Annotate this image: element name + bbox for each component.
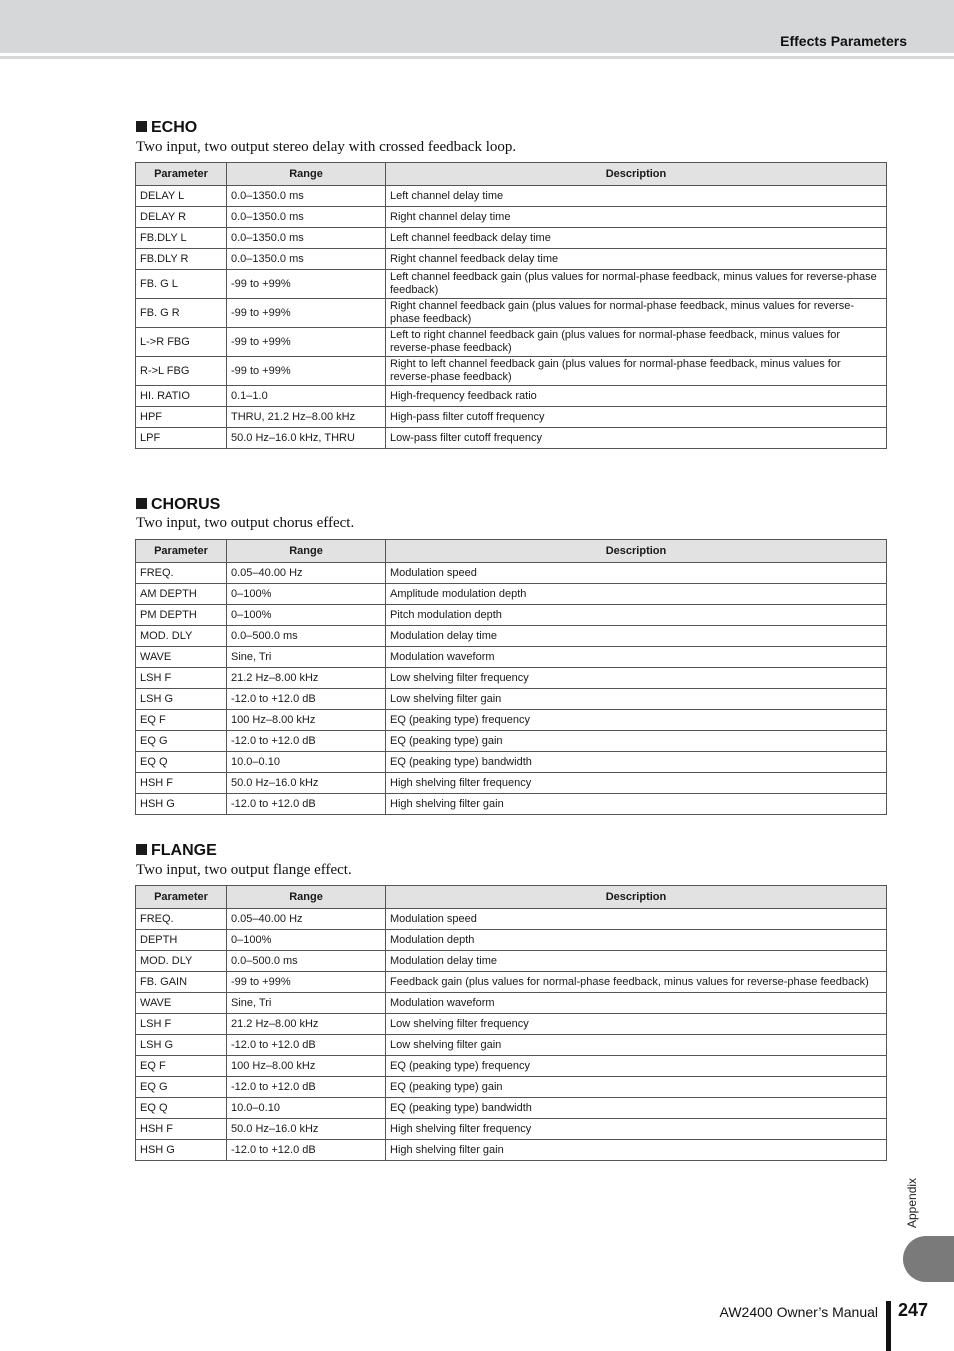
- cell-parameter: FB. G L: [136, 270, 227, 299]
- cell-parameter: EQ G: [136, 731, 227, 752]
- cell-parameter: WAVE: [136, 993, 227, 1014]
- section-description-flange: Two input, two output flange effect.: [136, 862, 352, 878]
- cell-range: 0–100%: [227, 584, 386, 605]
- side-tab-label: Appendix: [905, 1177, 919, 1228]
- header-rule: [0, 56, 954, 59]
- cell-description: Right channel feedback delay time: [386, 249, 887, 270]
- cell-parameter: LSH G: [136, 1035, 227, 1056]
- table-row: [136, 270, 887, 299]
- column-header-range: Range: [227, 540, 386, 563]
- cell-range: 21.2 Hz–8.00 kHz: [227, 668, 386, 689]
- section-heading-echo: ECHO: [136, 119, 197, 137]
- cell-description: Left channel feedback gain (plus values for normal-phase feedback, minus values for reverse-phase feedback): [386, 270, 887, 299]
- cell-parameter: FREQ.: [136, 909, 227, 930]
- table-row: [136, 773, 887, 794]
- table-row: [136, 930, 887, 951]
- cell-description: Low shelving filter frequency: [386, 668, 887, 689]
- cell-description: Low shelving filter gain: [386, 689, 887, 710]
- cell-description: Amplitude modulation depth: [386, 584, 887, 605]
- table-row: [136, 357, 887, 386]
- table-row: [136, 386, 887, 407]
- cell-parameter: HI. RATIO: [136, 386, 227, 407]
- side-tab: [903, 1236, 954, 1282]
- table-row: [136, 186, 887, 207]
- cell-description: Right to left channel feedback gain (plus values for normal-phase feedback, minus values for reverse-phase feedback): [386, 357, 887, 386]
- cell-range: 0–100%: [227, 930, 386, 951]
- cell-range: -12.0 to +12.0 dB: [227, 1077, 386, 1098]
- cell-range: 0.0–1350.0 ms: [227, 186, 386, 207]
- table-row: [136, 1014, 887, 1035]
- square-bullet-icon: [136, 498, 147, 509]
- footer-manual-title: AW2400 Owner’s Manual: [719, 1304, 878, 1320]
- column-header-range: Range: [227, 163, 386, 186]
- cell-parameter: EQ Q: [136, 752, 227, 773]
- table-row: [136, 228, 887, 249]
- cell-parameter: DEPTH: [136, 930, 227, 951]
- cell-range: 0.0–500.0 ms: [227, 951, 386, 972]
- table-row: [136, 428, 887, 449]
- cell-parameter: L->R FBG: [136, 328, 227, 357]
- cell-range: 21.2 Hz–8.00 kHz: [227, 1014, 386, 1035]
- cell-range: 0.05–40.00 Hz: [227, 909, 386, 930]
- cell-description: Pitch modulation depth: [386, 605, 887, 626]
- cell-parameter: FB. G R: [136, 299, 227, 328]
- cell-description: Right channel feedback gain (plus values for normal-phase feedback, minus values for reverse-phase feedback): [386, 299, 887, 328]
- cell-description: Modulation waveform: [386, 647, 887, 668]
- cell-parameter: AM DEPTH: [136, 584, 227, 605]
- cell-range: -12.0 to +12.0 dB: [227, 1035, 386, 1056]
- cell-description: Modulation delay time: [386, 626, 887, 647]
- table-row: [136, 407, 887, 428]
- cell-description: Right channel delay time: [386, 207, 887, 228]
- table-row: [136, 752, 887, 773]
- table-row: [136, 647, 887, 668]
- cell-parameter: R->L FBG: [136, 357, 227, 386]
- column-header-range: Range: [227, 886, 386, 909]
- cell-range: -99 to +99%: [227, 328, 386, 357]
- table-row: [136, 207, 887, 228]
- table-row: [136, 1035, 887, 1056]
- cell-parameter: FREQ.: [136, 563, 227, 584]
- table-row: [136, 626, 887, 647]
- square-bullet-icon: [136, 121, 147, 132]
- cell-parameter: DELAY R: [136, 207, 227, 228]
- cell-description: Modulation depth: [386, 930, 887, 951]
- chorus-parameter-table: [135, 539, 887, 815]
- cell-range: 0–100%: [227, 605, 386, 626]
- cell-parameter: MOD. DLY: [136, 951, 227, 972]
- cell-range: -12.0 to +12.0 dB: [227, 794, 386, 815]
- cell-parameter: HSH F: [136, 1119, 227, 1140]
- cell-parameter: LPF: [136, 428, 227, 449]
- cell-description: High-frequency feedback ratio: [386, 386, 887, 407]
- cell-parameter: FB. GAIN: [136, 972, 227, 993]
- cell-parameter: EQ Q: [136, 1098, 227, 1119]
- page-number: 247: [898, 1300, 929, 1320]
- table-row: [136, 299, 887, 328]
- cell-parameter: FB.DLY L: [136, 228, 227, 249]
- table-row: [136, 668, 887, 689]
- table-row: [136, 710, 887, 731]
- cell-range: Sine, Tri: [227, 993, 386, 1014]
- cell-description: Modulation speed: [386, 909, 887, 930]
- cell-range: 100 Hz–8.00 kHz: [227, 1056, 386, 1077]
- cell-range: 50.0 Hz–16.0 kHz, THRU: [227, 428, 386, 449]
- square-bullet-icon: [136, 844, 147, 855]
- cell-range: THRU, 21.2 Hz–8.00 kHz: [227, 407, 386, 428]
- table-row: [136, 794, 887, 815]
- cell-parameter: LSH F: [136, 668, 227, 689]
- column-header-parameter: Parameter: [136, 540, 227, 563]
- cell-range: 10.0–0.10: [227, 1098, 386, 1119]
- table-row: [136, 909, 887, 930]
- cell-range: 0.0–1350.0 ms: [227, 207, 386, 228]
- table-row: [136, 1077, 887, 1098]
- cell-parameter: DELAY L: [136, 186, 227, 207]
- table-row: [136, 563, 887, 584]
- cell-range: 100 Hz–8.00 kHz: [227, 710, 386, 731]
- table-row: [136, 951, 887, 972]
- cell-description: Left channel feedback delay time: [386, 228, 887, 249]
- cell-description: Low shelving filter frequency: [386, 1014, 887, 1035]
- cell-range: 0.05–40.00 Hz: [227, 563, 386, 584]
- cell-description: High shelving filter gain: [386, 1140, 887, 1161]
- cell-range: -99 to +99%: [227, 972, 386, 993]
- flange-parameter-table: [135, 885, 887, 1161]
- cell-description: High-pass filter cutoff frequency: [386, 407, 887, 428]
- section-description-chorus: Two input, two output chorus effect.: [136, 515, 355, 531]
- table-row: [136, 993, 887, 1014]
- cell-description: EQ (peaking type) frequency: [386, 710, 887, 731]
- cell-description: Modulation waveform: [386, 993, 887, 1014]
- cell-parameter: EQ G: [136, 1077, 227, 1098]
- cell-range: 0.1–1.0: [227, 386, 386, 407]
- cell-description: Feedback gain (plus values for normal-phase feedback, minus values for reverse-phase feedback): [386, 972, 887, 993]
- echo-parameter-table: [135, 162, 887, 449]
- cell-parameter: EQ F: [136, 710, 227, 731]
- cell-parameter: MOD. DLY: [136, 626, 227, 647]
- section-description-echo: Two input, two output stereo delay with crossed feedback loop.: [136, 139, 517, 155]
- cell-description: EQ (peaking type) gain: [386, 731, 887, 752]
- cell-description: Low-pass filter cutoff frequency: [386, 428, 887, 449]
- section-heading-flange: FLANGE: [136, 842, 217, 860]
- column-header-description: Description: [386, 163, 887, 186]
- cell-description: Left channel delay time: [386, 186, 887, 207]
- table-row: [136, 328, 887, 357]
- cell-parameter: WAVE: [136, 647, 227, 668]
- cell-range: 50.0 Hz–16.0 kHz: [227, 773, 386, 794]
- table-row: [136, 584, 887, 605]
- table-row: [136, 731, 887, 752]
- column-header-parameter: Parameter: [136, 886, 227, 909]
- cell-description: High shelving filter frequency: [386, 773, 887, 794]
- table-row: [136, 605, 887, 626]
- cell-parameter: EQ F: [136, 1056, 227, 1077]
- cell-description: High shelving filter frequency: [386, 1119, 887, 1140]
- table-row: [136, 689, 887, 710]
- cell-description: EQ (peaking type) bandwidth: [386, 752, 887, 773]
- cell-parameter: HSH F: [136, 773, 227, 794]
- cell-description: Low shelving filter gain: [386, 1035, 887, 1056]
- cell-description: Modulation speed: [386, 563, 887, 584]
- table-row: [136, 972, 887, 993]
- cell-parameter: PM DEPTH: [136, 605, 227, 626]
- cell-range: -99 to +99%: [227, 299, 386, 328]
- cell-parameter: FB.DLY R: [136, 249, 227, 270]
- table-row: [136, 1119, 887, 1140]
- cell-parameter: LSH G: [136, 689, 227, 710]
- cell-parameter: LSH F: [136, 1014, 227, 1035]
- running-header: Effects Parameters: [780, 33, 907, 49]
- table-row: [136, 1140, 887, 1161]
- cell-range: 50.0 Hz–16.0 kHz: [227, 1119, 386, 1140]
- cell-range: 0.0–1350.0 ms: [227, 249, 386, 270]
- footer-divider: [886, 1301, 891, 1351]
- cell-description: EQ (peaking type) bandwidth: [386, 1098, 887, 1119]
- cell-description: High shelving filter gain: [386, 794, 887, 815]
- table-row: [136, 1098, 887, 1119]
- cell-range: -12.0 to +12.0 dB: [227, 731, 386, 752]
- table-row: [136, 1056, 887, 1077]
- cell-range: -99 to +99%: [227, 270, 386, 299]
- cell-description: Modulation delay time: [386, 951, 887, 972]
- cell-description: EQ (peaking type) gain: [386, 1077, 887, 1098]
- cell-range: 0.0–1350.0 ms: [227, 228, 386, 249]
- cell-description: Left to right channel feedback gain (plus values for normal-phase feedback, minus values for reverse-phase feedback): [386, 328, 887, 357]
- column-header-parameter: Parameter: [136, 163, 227, 186]
- cell-parameter: HSH G: [136, 794, 227, 815]
- cell-range: 10.0–0.10: [227, 752, 386, 773]
- cell-range: -99 to +99%: [227, 357, 386, 386]
- cell-parameter: HSH G: [136, 1140, 227, 1161]
- cell-range: 0.0–500.0 ms: [227, 626, 386, 647]
- cell-range: Sine, Tri: [227, 647, 386, 668]
- table-row: [136, 249, 887, 270]
- section-heading-chorus: CHORUS: [136, 496, 220, 514]
- column-header-description: Description: [386, 886, 887, 909]
- cell-range: -12.0 to +12.0 dB: [227, 689, 386, 710]
- cell-range: -12.0 to +12.0 dB: [227, 1140, 386, 1161]
- cell-description: EQ (peaking type) frequency: [386, 1056, 887, 1077]
- cell-parameter: HPF: [136, 407, 227, 428]
- column-header-description: Description: [386, 540, 887, 563]
